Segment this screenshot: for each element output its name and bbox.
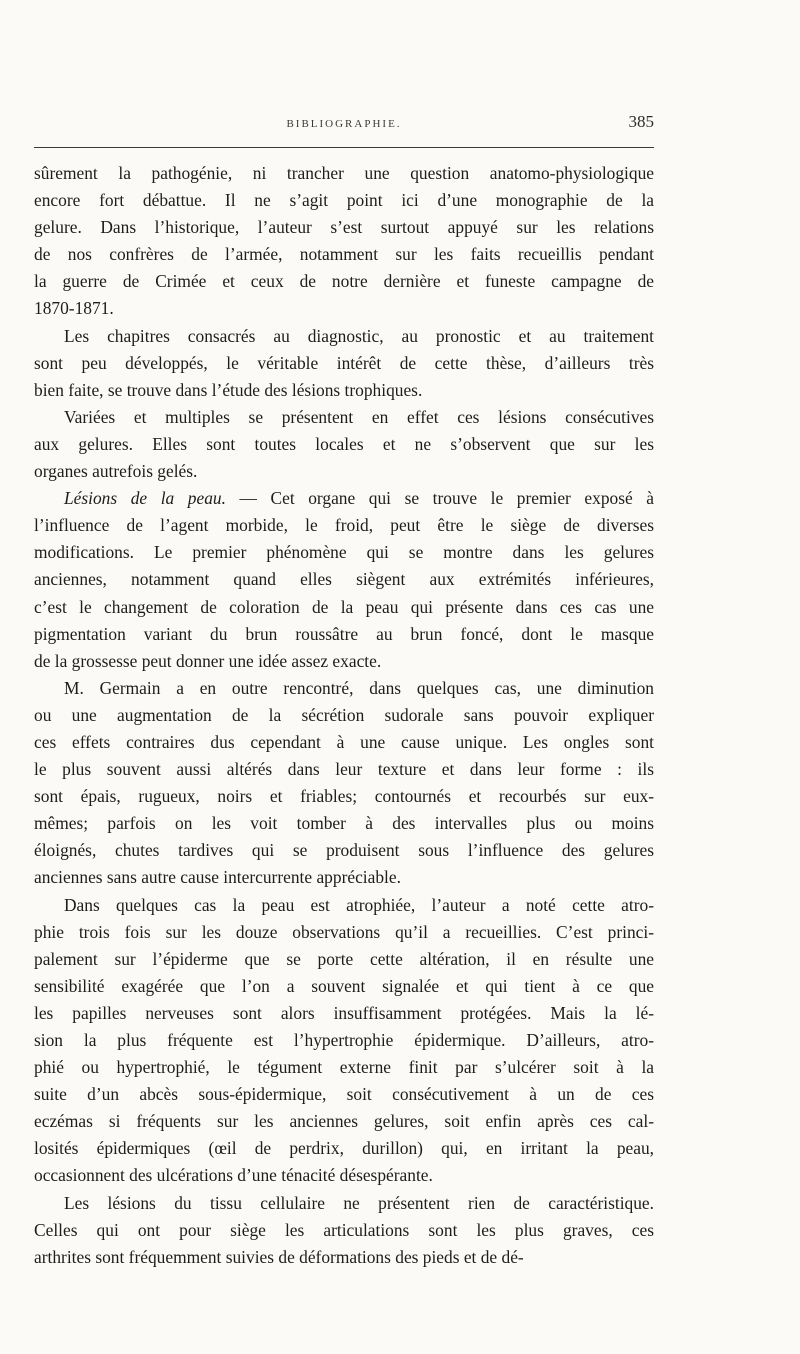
text-line: de nos confrères de l’armée, notamment sur les faits recueillis pendant xyxy=(34,244,654,265)
text-line: gelure. Dans l’historique, l’auteur s’est surtout appuyé sur les relations xyxy=(34,217,654,238)
text-line: Dans quelques cas la peau est atrophiée, l’auteur a noté cette atro- xyxy=(64,894,654,915)
text-line: éloignés, chutes tardives qui se produisent sous l’influence des gelures xyxy=(34,840,654,861)
text-line: mêmes; parfois on les voit tomber à des intervalles plus ou moins xyxy=(34,813,654,834)
text-line: anciennes sans autre cause intercurrente appréciable. xyxy=(34,867,401,888)
section-lead: Lésions de la peau. xyxy=(64,488,226,509)
text-line: bien faite, se trouve dans l’étude des lésions trophiques. xyxy=(34,379,423,400)
text-line: occasionnent des ulcérations d’une ténacité désespérante. xyxy=(34,1165,433,1186)
running-title: BIBLIOGRAPHIE. xyxy=(286,118,402,130)
body-text xyxy=(34,160,654,1271)
text-line: Les chapitres consacrés au diagnostic, au pronostic et au traitement xyxy=(64,325,654,346)
text-line: l’influence de l’agent morbide, le froid, peut être le siège de diverses xyxy=(34,515,654,536)
text-line: aux gelures. Elles sont toutes locales et ne s’observent que sur les xyxy=(34,433,654,454)
text-line: eczémas si fréquents sur les anciennes gelures, soit enfin après ces cal- xyxy=(34,1111,654,1132)
text-line: ou une augmentation de la sécrétion sudorale sans pouvoir expliquer xyxy=(34,704,654,725)
text-line: organes autrefois gelés. xyxy=(34,461,198,482)
paragraph xyxy=(34,675,654,892)
paragraph xyxy=(34,892,654,1190)
text-line: losités épidermiques (œil de perdrix, durillon) qui, en irritant la peau, xyxy=(34,1138,654,1159)
text-line: suite d’un abcès sous-épidermique, soit consécutivement à un de ces xyxy=(34,1084,654,1105)
text-line: phié ou hypertrophié, le tégument externe finit par s’ulcérer soit à la xyxy=(34,1057,654,1078)
paragraph xyxy=(34,160,654,323)
text-line: le plus souvent aussi altérés dans leur texture et dans leur forme : ils xyxy=(34,759,654,780)
text-line: arthrites sont fréquemment suivies de déformations des pieds et de dé- xyxy=(34,1246,524,1267)
paragraph xyxy=(34,485,654,675)
text-line: c’est le changement de coloration de la peau qui présente dans ces cas une xyxy=(34,596,654,617)
running-head xyxy=(34,112,654,136)
text-line: sion la plus fréquente est l’hypertrophie épidermique. D’ailleurs, atro- xyxy=(34,1030,654,1050)
text-line: anciennes, notamment quand elles siègent aux extrémités inférieures, xyxy=(34,569,654,590)
page-number: 385 xyxy=(628,112,654,131)
line-text: — Cet organe qui se trouve le premier exposé à xyxy=(225,488,654,509)
text-line: palement sur l’épiderme que se porte cette altération, il en résulte une xyxy=(34,948,654,969)
text-line: pigmentation variant du brun roussâtre au brun foncé, dont le masque xyxy=(34,623,654,644)
text-line: sensibilité exagérée que l’on a souvent signalée et qui tient à ce que xyxy=(34,975,654,996)
text-line: sûrement la pathogénie, ni trancher une question anatomo-physiologique xyxy=(34,163,654,183)
text-line: sont peu développés, le véritable intérêt de cette thèse, d’ailleurs très xyxy=(34,352,654,373)
text-line: de la grossesse peut donner une idée assez exacte. xyxy=(34,650,382,671)
text-line xyxy=(34,485,654,512)
paragraph xyxy=(34,404,654,485)
text-line: Les lésions du tissu cellulaire ne présentent rien de caractéristique. xyxy=(64,1192,654,1213)
paragraph xyxy=(34,1190,654,1271)
text-line: Celles qui ont pour siège les articulations sont les plus graves, ces xyxy=(34,1219,654,1240)
paragraph xyxy=(34,323,654,404)
text-line: phie trois fois sur les douze observations qu’il a recueillies. C’est princi- xyxy=(34,921,654,942)
text-line: sont épais, rugueux, noirs et friables; contournés et recourbés sur eux- xyxy=(34,786,654,807)
header-rule xyxy=(34,147,654,148)
text-line: encore fort débattue. Il ne s’agit point ici d’une monographie de la xyxy=(34,190,654,211)
text-line: la guerre de Crimée et ceux de notre dernière et funeste campagne de xyxy=(34,271,654,292)
text-line: les papilles nerveuses sont alors insuffisamment protégées. Mais la lé- xyxy=(34,1002,654,1023)
text-line: M. Germain a en outre rencontré, dans quelques cas, une diminution xyxy=(64,677,654,698)
text-line: modifications. Le premier phénomène qui se montre dans les gelures xyxy=(34,542,654,563)
text-line: ces effets contraires dus cependant à une cause unique. Les ongles sont xyxy=(34,731,654,752)
text-line: 1870-1871. xyxy=(34,298,114,319)
text-line: Variées et multiples se présentent en effet ces lésions consécutives xyxy=(64,406,654,427)
